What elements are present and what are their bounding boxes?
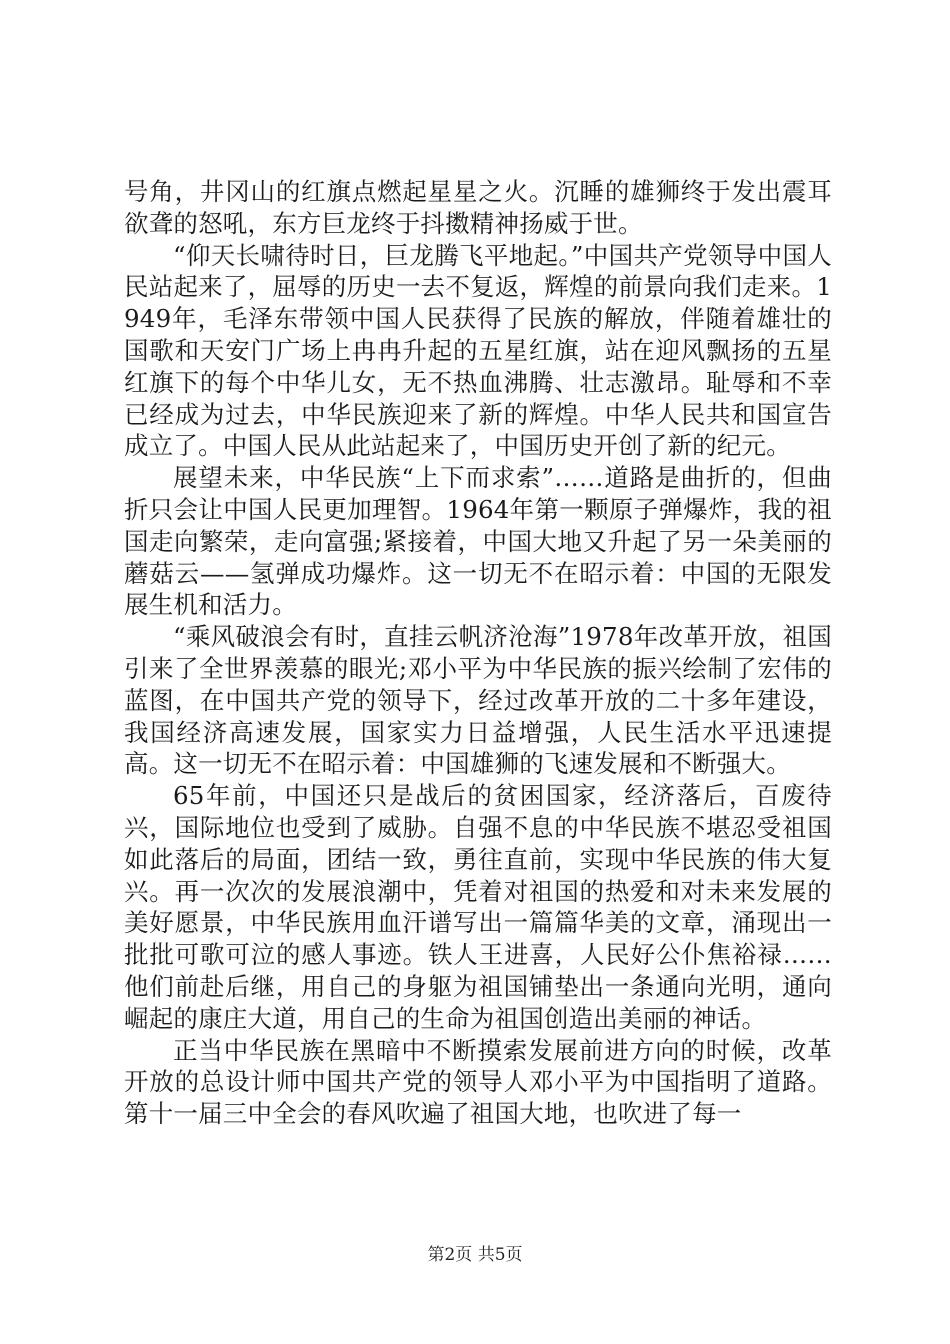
- page-footer: [0, 1240, 950, 1265]
- paragraph-reform: “乘风破浪会有时，直挂云帆济沧海”1978年改革开放，祖国引来了全世界羡慕的眼光;邓小平为中华民族的振兴绘制了宏伟的蓝图，在中国共产党的领导下，经过改革开放的二十多年建设，我国经济高速发展，国家实力日益增强，人民生活水平迅速提高。这一切无不在昭示着：中国雄狮的飞速发展和不断强大。: [124, 622, 832, 779]
- paragraph-continuation: 号角，井冈山的红旗点燃起星星之火。沉睡的雄狮终于发出震耳欲聋的怒吼，东方巨龙终于抖擞精神扬威于世。: [124, 177, 832, 238]
- page-number-label: 第2页 共5页: [427, 1245, 523, 1265]
- document-body: [124, 176, 832, 1130]
- paragraph-history: 65年前，中国还只是战后的贫困国家，经济落后，百废待兴，国际地位也受到了威胁。自强不息的中华民族不堪忍受祖国如此落后的局面，团结一致，勇往直前，实现中华民族的伟大复兴。再一次次的发展浪潮中，凭着对祖国的热爱和对未来发展的美好愿景，中华民族用血汗谱写出一篇篇华美的文章，涌现出一批批可歌可泣的感人事迹。铁人王进喜，人民好公仆焦裕禄……他们前赴后继，用自己的身躯为祖国铺垫出一条通向光明，通向崛起的康庄大道，用自己的生命为祖国创造出美丽的神话。: [124, 781, 832, 1033]
- paragraph-founding: “仰天长啸待时日，巨龙腾飞平地起。”中国共产党领导中国人民站起来了，屈辱的历史一去不复返，辉煌的前景向我们走来。1949年，毛泽东带领中国人民获得了民族的解放，伴随着雄壮的国歌和天安门广场上冉冉升起的五星红旗，站在迎风飘扬的五星红旗下的每个中华儿女，无不热血沸腾、壮志激昂。耻辱和不幸已经成为过去，中华民族迎来了新的辉煌。中华人民共和国宣告成立了。中国人民从此站起来了，中国历史开创了新的纪元。: [124, 240, 832, 461]
- paragraph-deng: 正当中华民族在黑暗中不断摸索发展前进方向的时候，改革开放的总设计师中国共产党的领导人邓小平为中国指明了道路。第十一届三中全会的春风吹遍了祖国大地，也吹进了每一: [124, 1035, 832, 1129]
- paragraph-future: 展望未来，中华民族“上下而求索”……道路是曲折的，但曲折只会让中国人民更加理智。1964年第一颗原子弹爆炸，我的祖国走向繁荣，走向富强;紧接着，中国大地又升起了另一朵美丽的蘑菇云——氢弹成功爆炸。这一切无不在昭示着：中国的无限发展生机和活力。: [124, 463, 832, 620]
